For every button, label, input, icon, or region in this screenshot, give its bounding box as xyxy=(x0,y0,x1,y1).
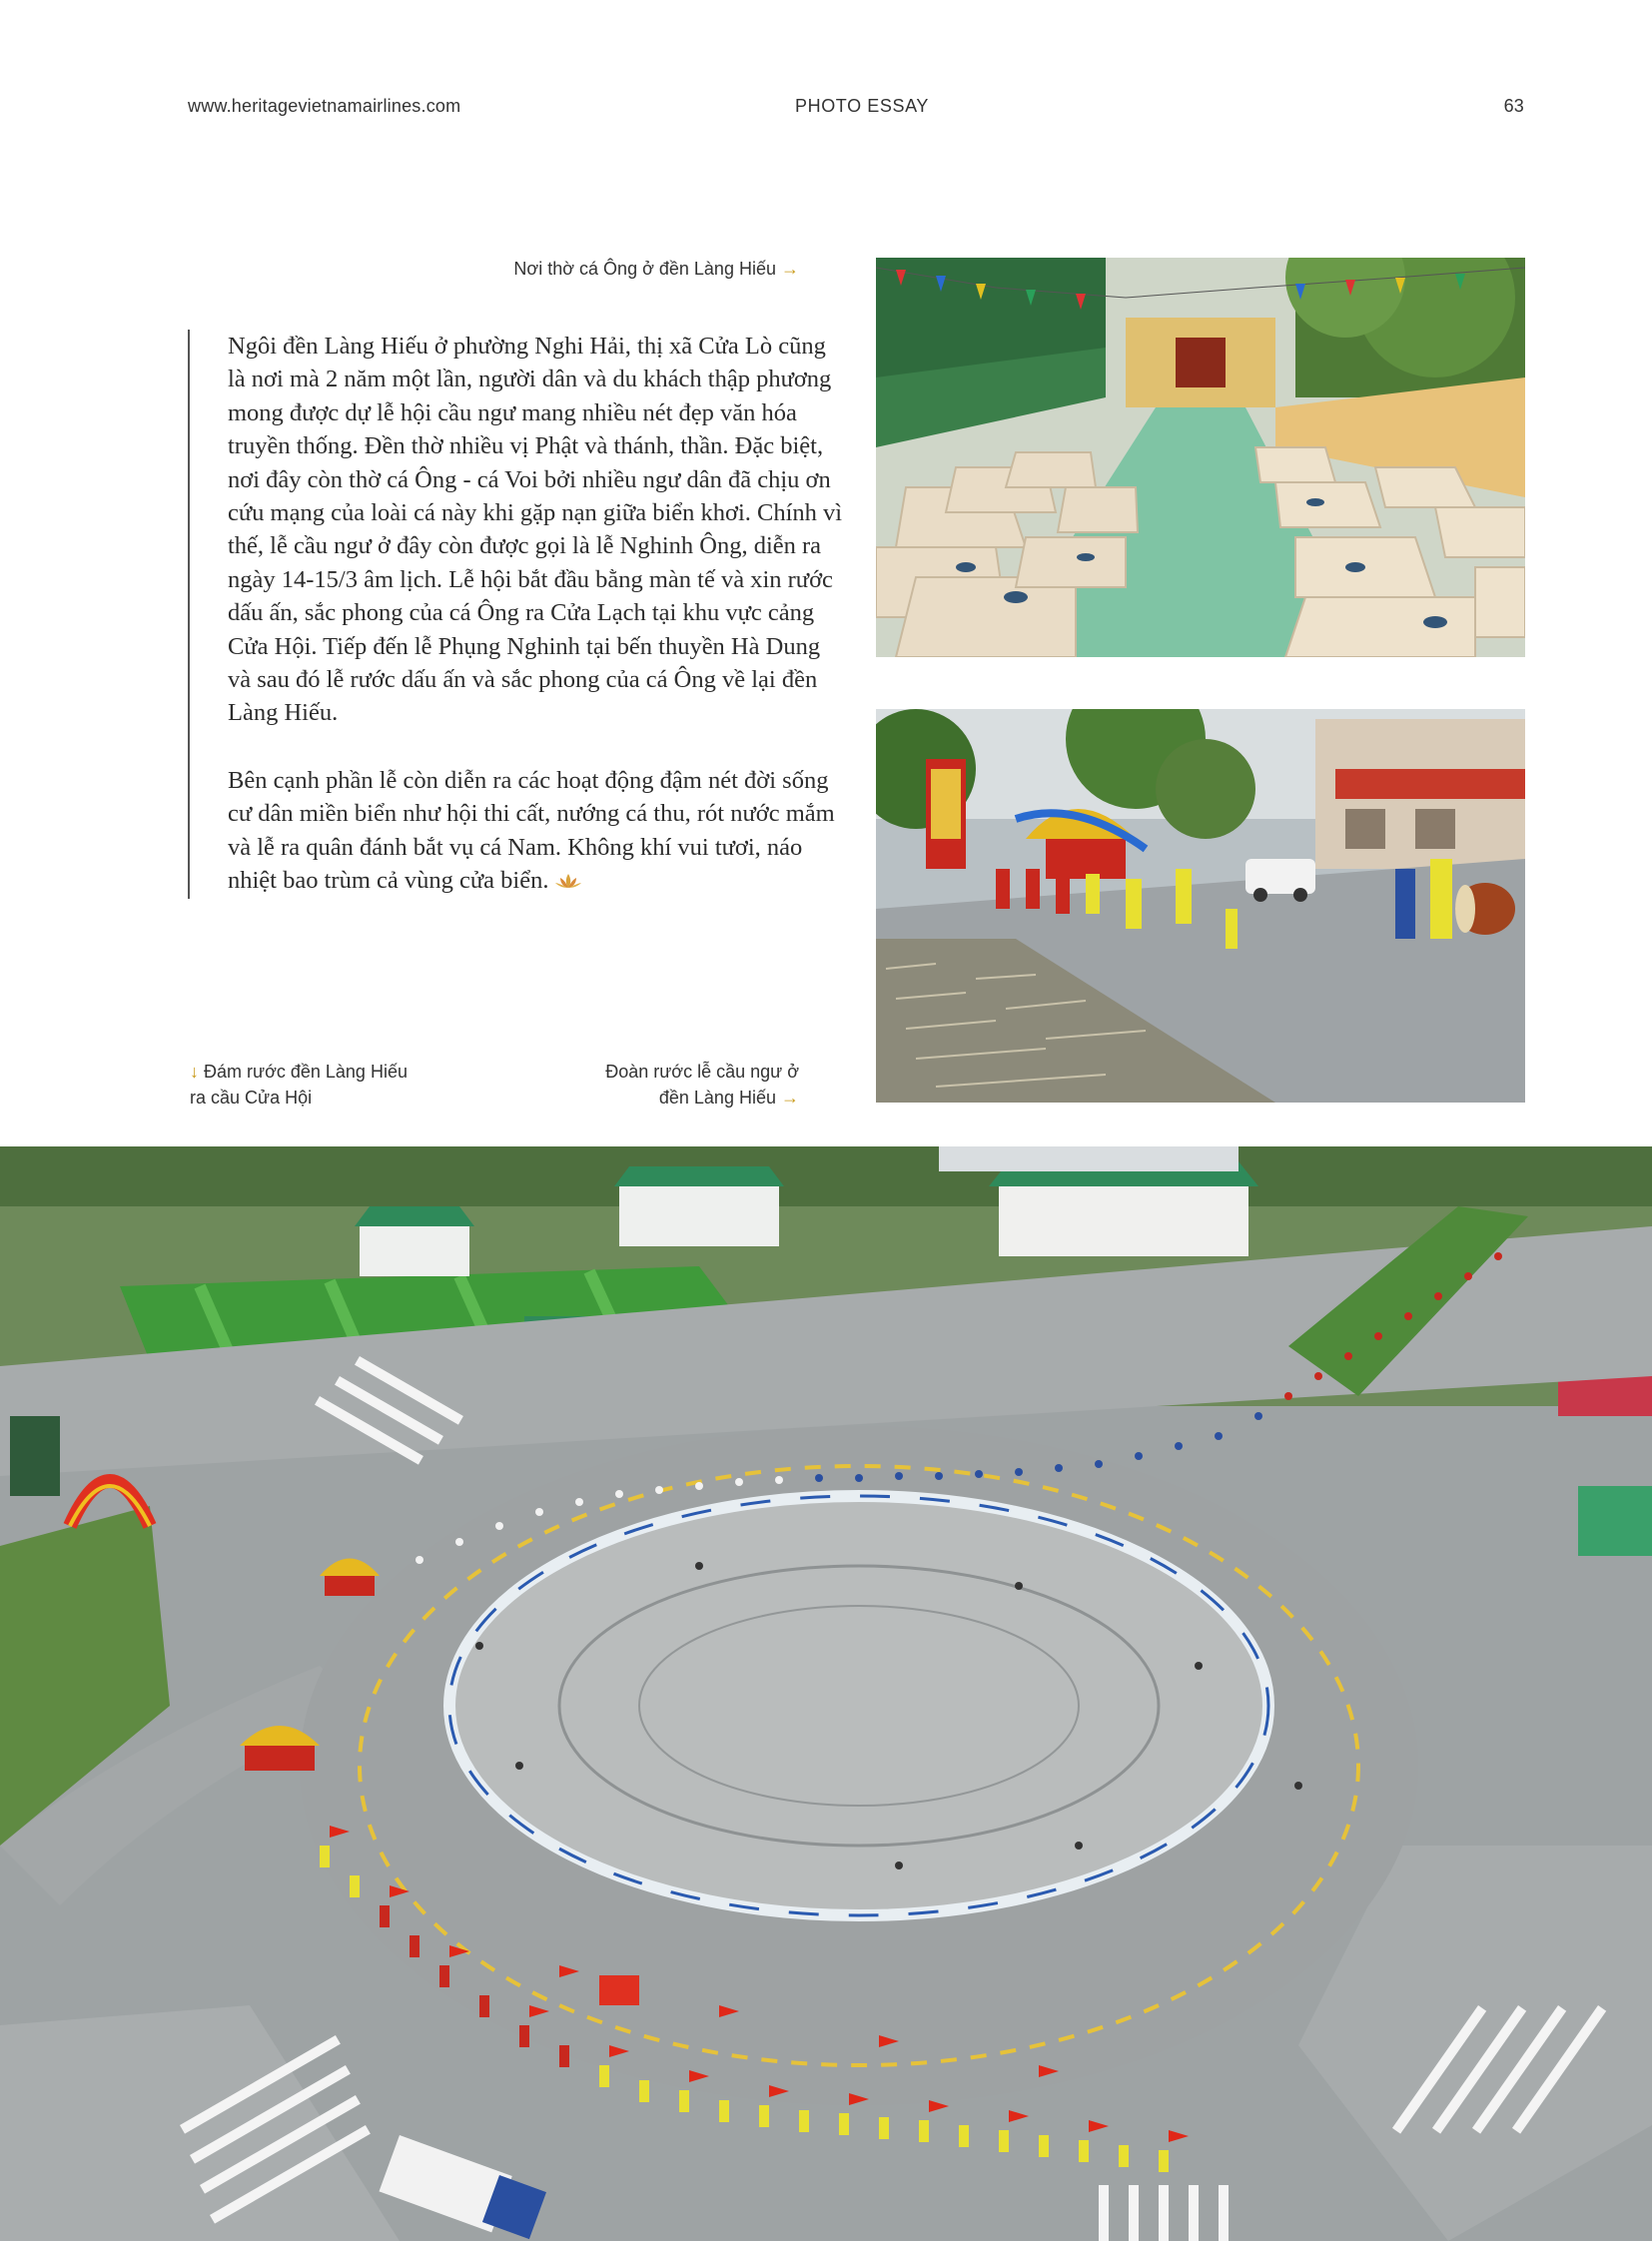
section-title: PHOTO ESSAY xyxy=(795,96,929,116)
aerial-caption-line-1: Đám rước đền Làng Hiếu xyxy=(204,1062,408,1082)
temple-whale-shrine-photo xyxy=(876,258,1525,657)
article-body xyxy=(188,330,845,899)
parade-caption-line-2: đền Làng Hiếu xyxy=(658,1088,776,1108)
procession-street-photo xyxy=(876,709,1525,1103)
parade-caption-line-1: Đoàn rước lễ cầu ngư ở xyxy=(605,1062,799,1082)
aerial-photo-caption xyxy=(190,1059,439,1111)
arrow-down-icon: ↓ xyxy=(190,1062,199,1082)
temple-caption-text: Nơi thờ cá Ông ở đền Làng Hiếu xyxy=(513,259,776,279)
arrow-right-icon: → xyxy=(781,259,799,279)
temple-photo-caption xyxy=(513,256,799,282)
parade-photo-caption xyxy=(549,1059,799,1111)
aerial-caption-line-2: ra cầu Cửa Hội xyxy=(190,1088,313,1108)
arrow-right-icon: → xyxy=(781,1088,799,1108)
article-paragraph-final xyxy=(228,764,845,899)
aerial-roundabout-procession-photo xyxy=(0,1146,1652,2241)
article-paragraph-2-text: Bên cạnh phần lễ còn diễn ra các hoạt động đậm nét đời sống cư dân miền biển như hội thi cất, nướng cá thu, rót nước mắm và lễ ra quân đánh bắt vụ cá Nam. Không khí vui tươi, náo nhiệt bao trùm cả vùng cửa biển. xyxy=(228,766,835,895)
lotus-end-icon xyxy=(554,866,582,899)
website-url: www.heritagevietnamairlines.com xyxy=(188,96,461,116)
page-number: 63 xyxy=(1503,96,1524,116)
article-paragraph: Ngôi đền Làng Hiếu ở phường Nghi Hải, thị xã Cửa Lò cũng là nơi mà 2 năm một lần, người dân và du khách thập phương mong được dự lễ hội cầu ngư mang nhiều nét đẹp văn hóa truyền thống. Đền thờ nhiều vị Phật và thánh, thần. Đặc biệt, nơi đây còn thờ cá Ông - cá Voi bởi nhiều ngư dân đã chịu ơn cứu mạng của loài cá này khi gặp nạn giữa biển khơi. Chính vì thế, lễ cầu ngư ở đây còn được gọi là lễ Nghinh Ông, diễn ra ngày 14-15/3 âm lịch. Lễ hội bắt đầu bằng màn tế và xin rước dấu ấn, sắc phong của cá Ông ra Cửa Lạch tại khu vực cảng Cửa Hội. Tiếp đến lễ Phụng Nghinh tại bến thuyền Hà Dung và sau đó lễ rước dấu ấn và sắc phong của cá Ông về lại đền Làng Hiếu. xyxy=(228,333,843,727)
